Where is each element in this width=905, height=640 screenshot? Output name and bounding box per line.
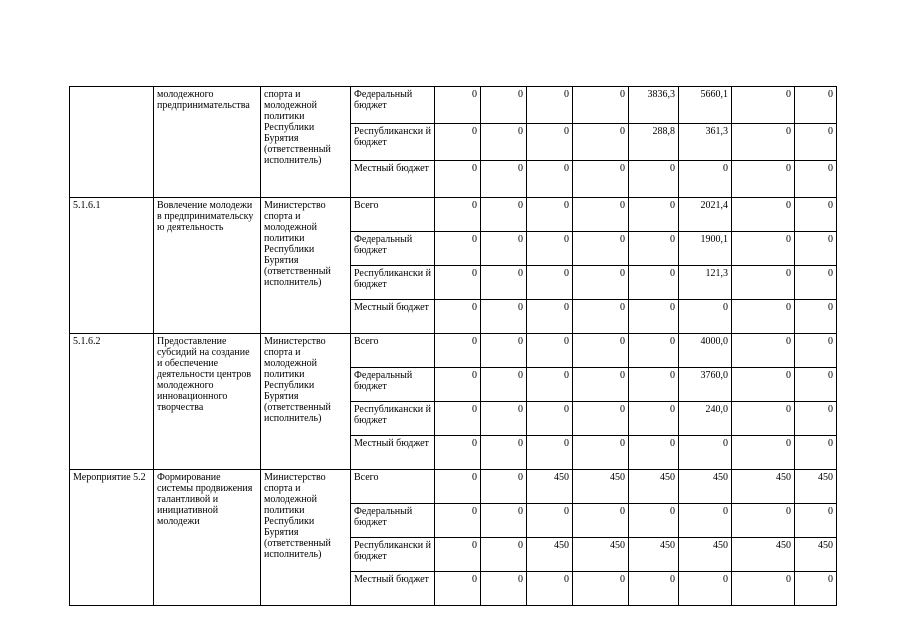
value-cell: 0 xyxy=(732,266,795,300)
value-cell: 0 xyxy=(435,334,481,368)
value-cell: 0 xyxy=(795,266,837,300)
value-cell: 0 xyxy=(481,402,527,436)
value-cell: 0 xyxy=(679,161,732,198)
value-cell: 361,3 xyxy=(679,124,732,161)
budget-table xyxy=(69,86,837,606)
value-cell: 3760,0 xyxy=(679,368,732,402)
code-cell xyxy=(70,87,154,198)
value-cell: 0 xyxy=(435,198,481,232)
value-cell: 0 xyxy=(795,334,837,368)
value-cell: 0 xyxy=(732,124,795,161)
value-cell: 0 xyxy=(527,402,573,436)
name-cell: Формирование системы продвижения талантливой и инициативной молодежи xyxy=(154,470,261,606)
value-cell: 0 xyxy=(527,368,573,402)
value-cell: 450 xyxy=(679,470,732,504)
value-cell: 450 xyxy=(573,538,629,572)
value-cell: 0 xyxy=(527,436,573,470)
value-cell: 0 xyxy=(795,87,837,124)
funding-source-cell: Федеральный бюджет xyxy=(351,87,435,124)
value-cell: 450 xyxy=(629,470,679,504)
value-cell: 0 xyxy=(795,124,837,161)
funding-source-cell: Республикански й бюджет xyxy=(351,402,435,436)
value-cell: 0 xyxy=(573,266,629,300)
value-cell: 0 xyxy=(732,572,795,606)
value-cell: 0 xyxy=(435,266,481,300)
value-cell: 0 xyxy=(481,504,527,538)
value-cell: 0 xyxy=(795,161,837,198)
table-row xyxy=(70,470,837,504)
table-row xyxy=(70,334,837,368)
funding-source-cell: Федеральный бюджет xyxy=(351,232,435,266)
value-cell: 0 xyxy=(795,300,837,334)
value-cell: 0 xyxy=(732,198,795,232)
value-cell: 0 xyxy=(527,198,573,232)
value-cell: 0 xyxy=(481,572,527,606)
funding-source-cell: Всего xyxy=(351,470,435,504)
value-cell: 0 xyxy=(573,300,629,334)
value-cell: 0 xyxy=(527,124,573,161)
value-cell: 0 xyxy=(732,436,795,470)
value-cell: 0 xyxy=(481,538,527,572)
value-cell: 0 xyxy=(795,402,837,436)
value-cell: 0 xyxy=(679,504,732,538)
value-cell: 0 xyxy=(527,572,573,606)
value-cell: 0 xyxy=(573,124,629,161)
value-cell: 0 xyxy=(629,572,679,606)
code-cell: 5.1.6.2 xyxy=(70,334,154,470)
value-cell: 0 xyxy=(481,124,527,161)
value-cell: 0 xyxy=(481,232,527,266)
value-cell: 450 xyxy=(795,538,837,572)
value-cell: 0 xyxy=(629,161,679,198)
value-cell: 0 xyxy=(435,504,481,538)
funding-source-cell: Местный бюджет xyxy=(351,436,435,470)
funding-source-cell: Местный бюджет xyxy=(351,572,435,606)
value-cell: 450 xyxy=(573,470,629,504)
name-cell: Вовлечение молодежи в предпринимательску ю деятельность xyxy=(154,198,261,334)
value-cell: 0 xyxy=(795,504,837,538)
value-cell: 450 xyxy=(732,538,795,572)
value-cell: 0 xyxy=(435,368,481,402)
executor-cell: спорта и молодежной политики Республики Бурятия (ответственный исполнитель) xyxy=(261,87,351,198)
value-cell: 0 xyxy=(573,572,629,606)
value-cell: 0 xyxy=(435,436,481,470)
value-cell: 0 xyxy=(435,300,481,334)
value-cell: 0 xyxy=(732,232,795,266)
value-cell: 0 xyxy=(573,436,629,470)
value-cell: 0 xyxy=(629,436,679,470)
value-cell: 0 xyxy=(527,504,573,538)
value-cell: 0 xyxy=(629,266,679,300)
funding-source-cell: Местный бюджет xyxy=(351,161,435,198)
value-cell: 2021,4 xyxy=(679,198,732,232)
funding-source-cell: Всего xyxy=(351,334,435,368)
value-cell: 121,3 xyxy=(679,266,732,300)
value-cell: 0 xyxy=(573,232,629,266)
value-cell: 0 xyxy=(481,198,527,232)
value-cell: 1900,1 xyxy=(679,232,732,266)
executor-cell: Министерство спорта и молодежной политики Республики Бурятия (ответственный исполнитель) xyxy=(261,334,351,470)
name-cell: молодежного предпринимательства xyxy=(154,87,261,198)
value-cell: 0 xyxy=(573,402,629,436)
value-cell: 0 xyxy=(732,87,795,124)
value-cell: 0 xyxy=(629,232,679,266)
funding-source-cell: Федеральный бюджет xyxy=(351,504,435,538)
value-cell: 0 xyxy=(527,232,573,266)
table-row xyxy=(70,198,837,232)
value-cell: 5660,1 xyxy=(679,87,732,124)
value-cell: 288,8 xyxy=(629,124,679,161)
value-cell: 0 xyxy=(435,124,481,161)
value-cell: 0 xyxy=(481,368,527,402)
value-cell: 0 xyxy=(573,334,629,368)
value-cell: 0 xyxy=(481,300,527,334)
value-cell: 0 xyxy=(435,470,481,504)
value-cell: 0 xyxy=(679,300,732,334)
value-cell: 450 xyxy=(629,538,679,572)
executor-cell: Министерство спорта и молодежной политики Республики Бурятия (ответственный исполнитель) xyxy=(261,470,351,606)
value-cell: 450 xyxy=(732,470,795,504)
code-cell: Мероприятие 5.2 xyxy=(70,470,154,606)
funding-source-cell: Республикански й бюджет xyxy=(351,124,435,161)
value-cell: 0 xyxy=(527,334,573,368)
value-cell: 0 xyxy=(435,232,481,266)
value-cell: 0 xyxy=(527,87,573,124)
value-cell: 0 xyxy=(795,436,837,470)
value-cell: 0 xyxy=(795,198,837,232)
value-cell: 0 xyxy=(527,300,573,334)
value-cell: 0 xyxy=(629,300,679,334)
value-cell: 0 xyxy=(629,402,679,436)
code-cell: 5.1.6.1 xyxy=(70,198,154,334)
value-cell: 0 xyxy=(481,436,527,470)
value-cell: 450 xyxy=(679,538,732,572)
value-cell: 4000,0 xyxy=(679,334,732,368)
value-cell: 0 xyxy=(732,334,795,368)
value-cell: 0 xyxy=(732,300,795,334)
value-cell: 0 xyxy=(481,266,527,300)
value-cell: 450 xyxy=(795,470,837,504)
value-cell: 0 xyxy=(629,334,679,368)
funding-source-cell: Федеральный бюджет xyxy=(351,368,435,402)
value-cell: 0 xyxy=(732,161,795,198)
value-cell: 0 xyxy=(573,87,629,124)
value-cell: 0 xyxy=(435,161,481,198)
value-cell: 0 xyxy=(481,87,527,124)
funding-source-cell: Республикански й бюджет xyxy=(351,538,435,572)
value-cell: 0 xyxy=(732,402,795,436)
value-cell: 0 xyxy=(679,436,732,470)
value-cell: 0 xyxy=(435,402,481,436)
value-cell: 0 xyxy=(527,161,573,198)
value-cell: 0 xyxy=(573,198,629,232)
value-cell: 0 xyxy=(435,538,481,572)
table-row xyxy=(70,87,837,124)
value-cell: 0 xyxy=(795,232,837,266)
value-cell: 0 xyxy=(629,198,679,232)
value-cell: 0 xyxy=(629,504,679,538)
value-cell: 0 xyxy=(481,334,527,368)
value-cell: 450 xyxy=(527,538,573,572)
value-cell: 0 xyxy=(679,572,732,606)
name-cell: Предоставление субсидий на создание и обеспечение деятельности центров молодежного инновационного творчества xyxy=(154,334,261,470)
funding-source-cell: Республикански й бюджет xyxy=(351,266,435,300)
value-cell: 450 xyxy=(527,470,573,504)
funding-source-cell: Всего xyxy=(351,198,435,232)
value-cell: 0 xyxy=(795,572,837,606)
value-cell: 0 xyxy=(435,87,481,124)
value-cell: 0 xyxy=(573,368,629,402)
value-cell: 0 xyxy=(481,470,527,504)
value-cell: 0 xyxy=(795,368,837,402)
value-cell: 0 xyxy=(573,161,629,198)
value-cell: 0 xyxy=(435,572,481,606)
value-cell: 0 xyxy=(732,504,795,538)
value-cell: 3836,3 xyxy=(629,87,679,124)
value-cell: 0 xyxy=(527,266,573,300)
executor-cell: Министерство спорта и молодежной политики Республики Бурятия (ответственный исполнитель) xyxy=(261,198,351,334)
value-cell: 0 xyxy=(481,161,527,198)
funding-source-cell: Местный бюджет xyxy=(351,300,435,334)
value-cell: 240,0 xyxy=(679,402,732,436)
value-cell: 0 xyxy=(629,368,679,402)
value-cell: 0 xyxy=(732,368,795,402)
value-cell: 0 xyxy=(573,504,629,538)
